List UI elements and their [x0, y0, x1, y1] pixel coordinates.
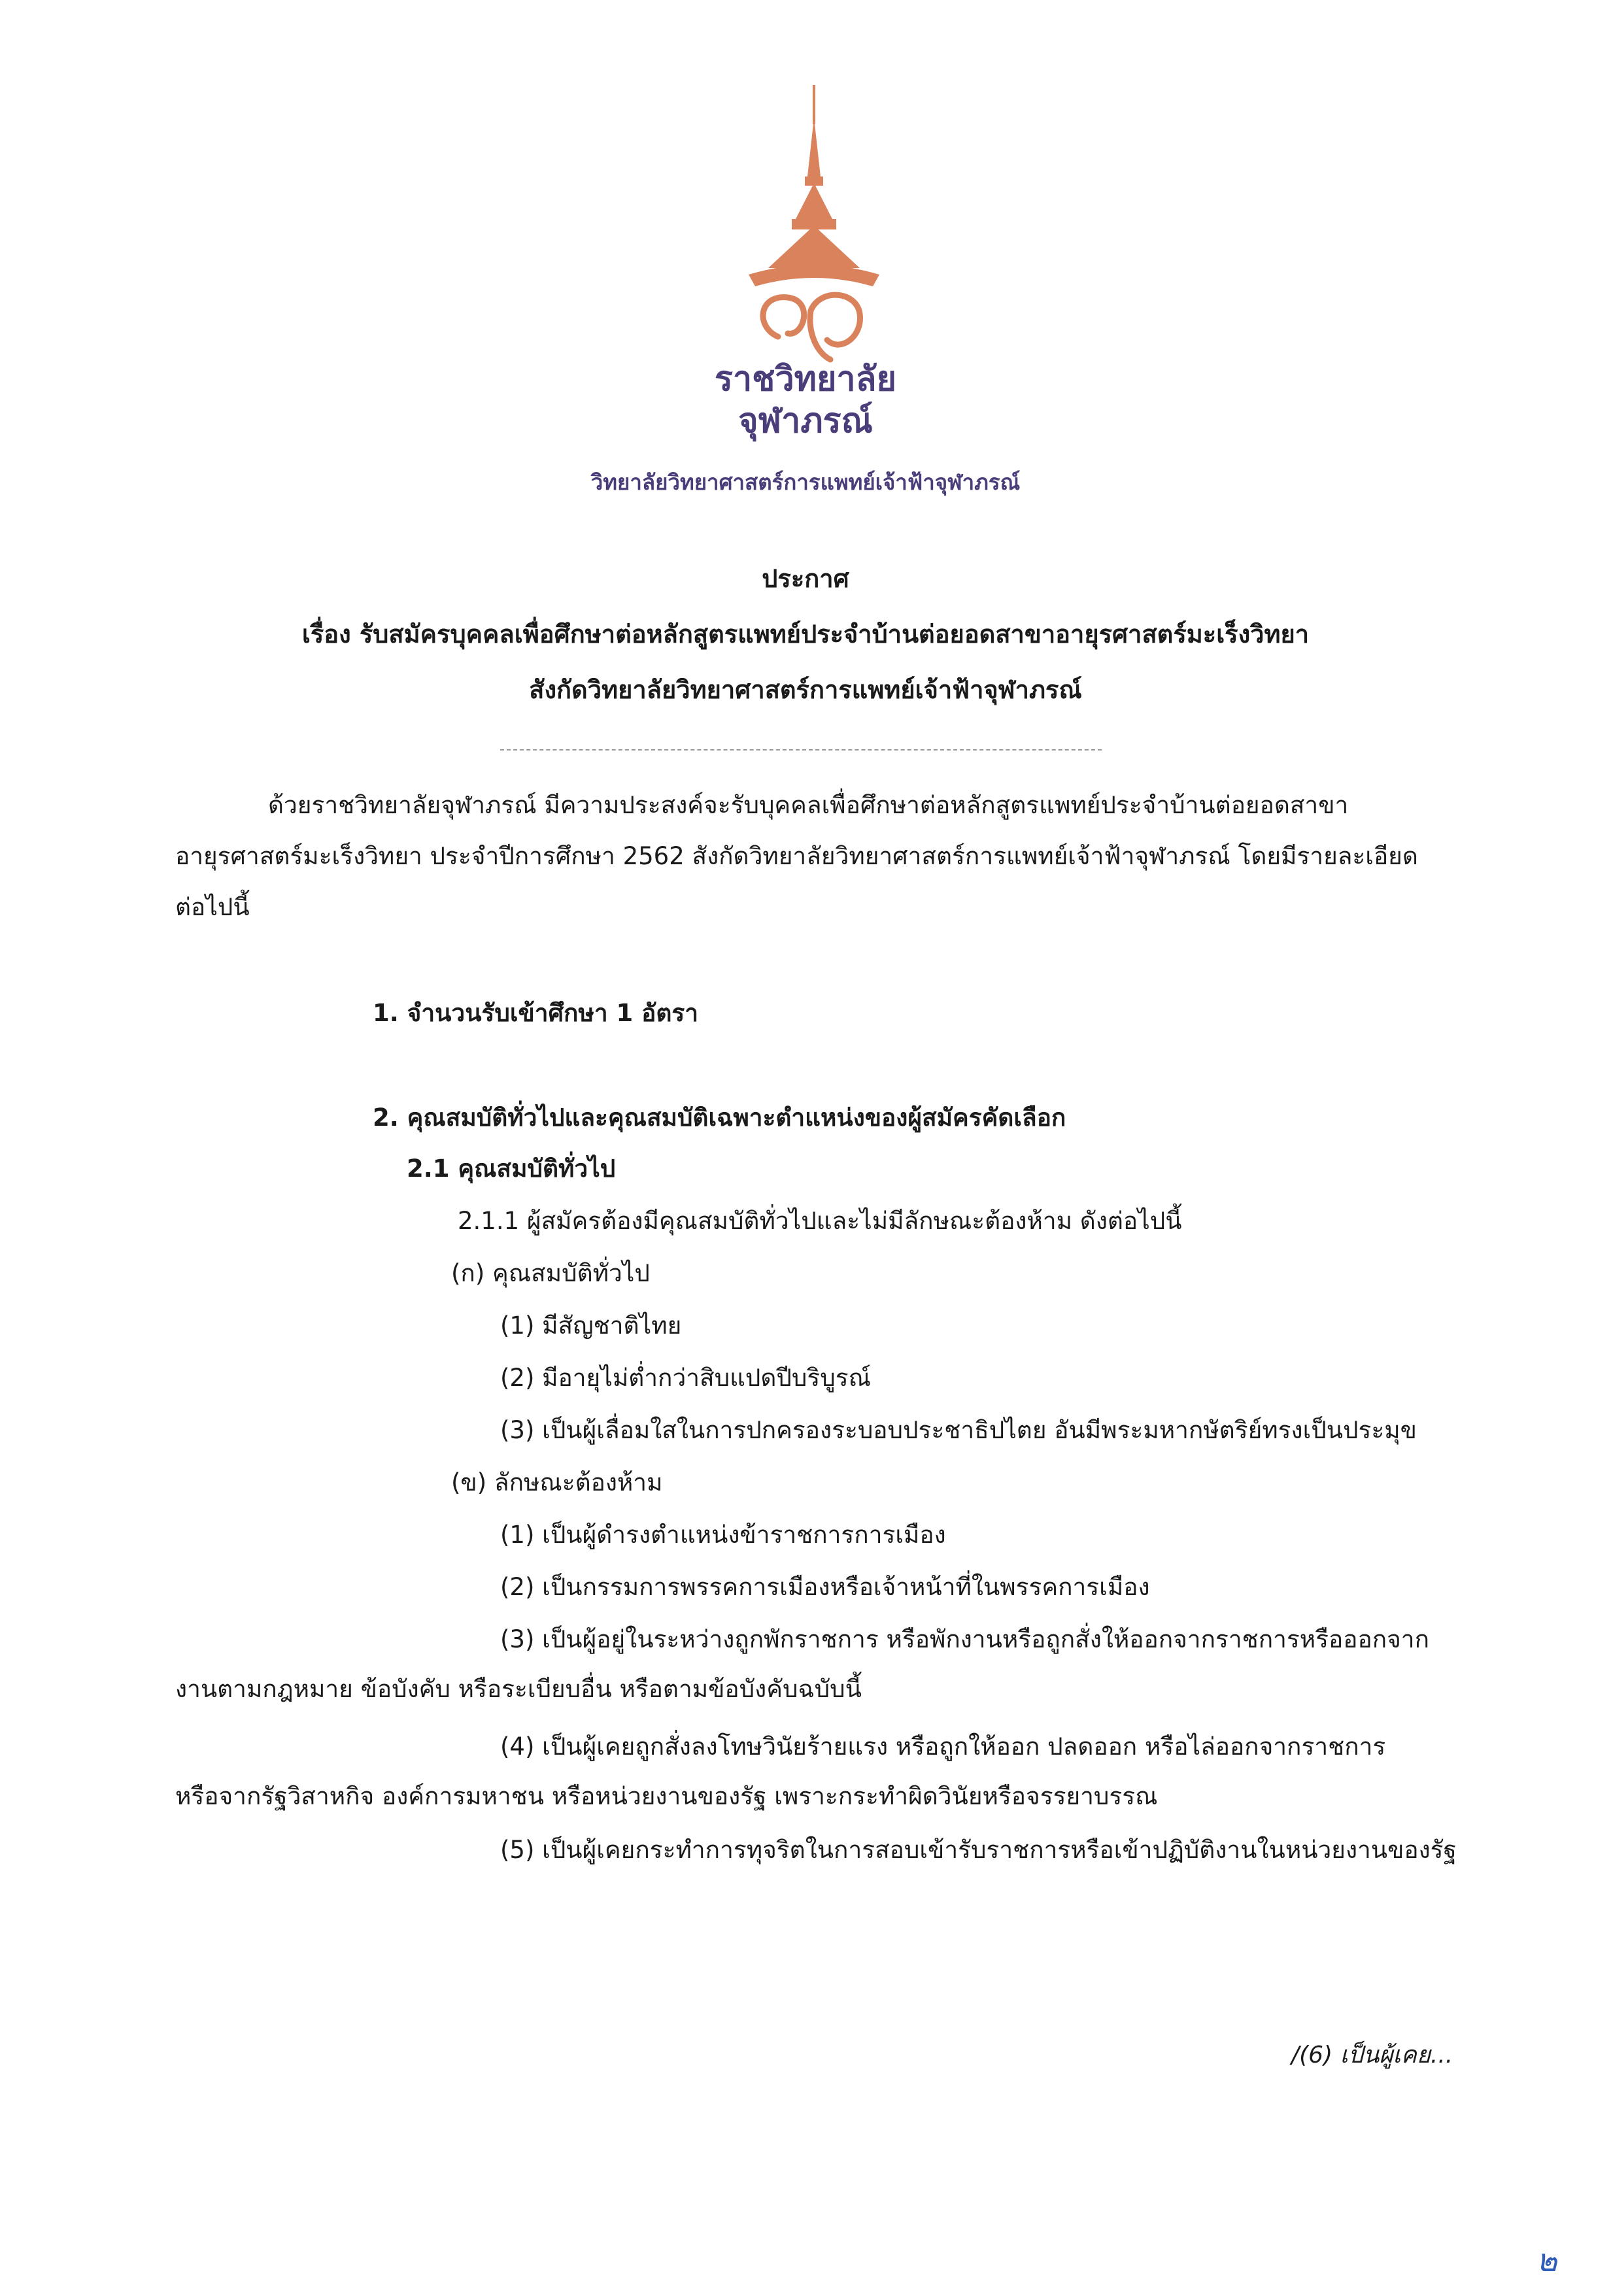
- group-b-label: (ข) ลักษณะต้องห้าม: [451, 1468, 663, 1496]
- section-1-heading: 1. จำนวนรับเข้าศึกษา 1 อัตรา: [373, 999, 699, 1027]
- intro-line-2: อายุรศาสตร์มะเร็งวิทยา ประจำปีการศึกษา 2562 สังกัดวิทยาลัยวิทยาศาสตร์การแพทย์เจ้าฟ้าจุฬาภรณ์ โดยมีรายละเอียด: [175, 842, 1418, 870]
- announcement-heading: ประกาศ: [762, 564, 849, 593]
- group-b-item-4: (4) เป็นผู้เคยถูกสั่งลงโทษวินัยร้ายแรง หรือถูกให้ออก ปลดออก หรือไล่ออกจากราชการ: [500, 1732, 1386, 1761]
- announcement-affiliation: สังกัดวิทยาลัยวิทยาศาสตร์การแพทย์เจ้าฟ้าจุฬาภรณ์: [529, 675, 1082, 704]
- intro-line-1: ด้วยราชวิทยาลัยจุฬาภรณ์ มีความประสงค์จะรับบุคคลเพื่อศึกษาต่อหลักสูตรแพทย์ประจำบ้านต่อยอดสาขา: [268, 791, 1349, 819]
- group-b-item-4-cont: หรือจากรัฐวิสาหกิจ องค์การมหาชน หรือหน่วยงานของรัฐ เพราะกระทำผิดวินัยหรือจรรยาบรรณ: [175, 1782, 1158, 1810]
- page-number-mark: ๒: [1536, 2242, 1557, 2279]
- continuation-note: /(6) เป็นผู้เคย...: [1291, 2042, 1453, 2068]
- group-b-item-1: (1) เป็นผู้ดำรงตำแหน่งข้าราชการการเมือง: [500, 1521, 946, 1549]
- announcement-subject: เรื่อง รับสมัครบุคคลเพื่อศึกษาต่อหลักสูตรแพทย์ประจำบ้านต่อยอดสาขาอายุรศาสตร์มะเร็งวิทยา: [301, 620, 1310, 649]
- group-b-item-5: (5) เป็นผู้เคยกระทำการทุจริตในการสอบเข้ารับราชการหรือเข้าปฏิบัติงานในหน่วยงานของรัฐ: [500, 1836, 1457, 1864]
- group-a-label: (ก) คุณสมบัติทั่วไป: [451, 1259, 650, 1287]
- group-b-item-3-cont: งานตามกฎหมาย ข้อบังคับ หรือระเบียบอื่น หรือตามข้อบังคับฉบับนี้: [175, 1675, 862, 1703]
- group-b-item-3: (3) เป็นผู้อยู่ในระหว่างถูกพักราชการ หรือพักงานหรือถูกสั่งให้ออกจากราชการหรือออกจาก: [500, 1625, 1429, 1653]
- institution-name-line2: จุฬาภรณ์: [738, 401, 873, 441]
- institution-name-line1: ราชวิทยาลัย: [715, 360, 896, 399]
- institution-logo-emblem: [742, 78, 886, 366]
- faculty-name: วิทยาลัยวิทยาศาสตร์การแพทย์เจ้าฟ้าจุฬาภรณ์: [590, 469, 1021, 495]
- group-a-item-1: (1) มีสัญชาติไทย: [500, 1311, 682, 1340]
- section-2-heading: 2. คุณสมบัติทั่วไปและคุณสมบัติเฉพาะตำแหน่งของผู้สมัครคัดเลือก: [373, 1104, 1066, 1132]
- group-a-item-2: (2) มีอายุไม่ต่ำกว่าสิบแปดปีบริบูรณ์: [500, 1364, 871, 1392]
- section-2-1-heading: 2.1 คุณสมบัติทั่วไป: [407, 1155, 616, 1183]
- group-b-item-2: (2) เป็นกรรมการพรรคการเมืองหรือเจ้าหน้าที่ในพรรคการเมือง: [500, 1573, 1150, 1601]
- group-a-item-3: (3) เป็นผู้เลื่อมใสในการปกครองระบอบประชาธิปไตย อันมีพระมหากษัตริย์ทรงเป็นประมุข: [500, 1416, 1417, 1444]
- intro-line-3: ต่อไปนี้: [175, 893, 250, 921]
- title-divider: [500, 749, 1102, 751]
- item-2-1-1: 2.1.1 ผู้สมัครต้องมีคุณสมบัติทั่วไปและไม่มีลักษณะต้องห้าม ดังต่อไปนี้: [458, 1207, 1182, 1235]
